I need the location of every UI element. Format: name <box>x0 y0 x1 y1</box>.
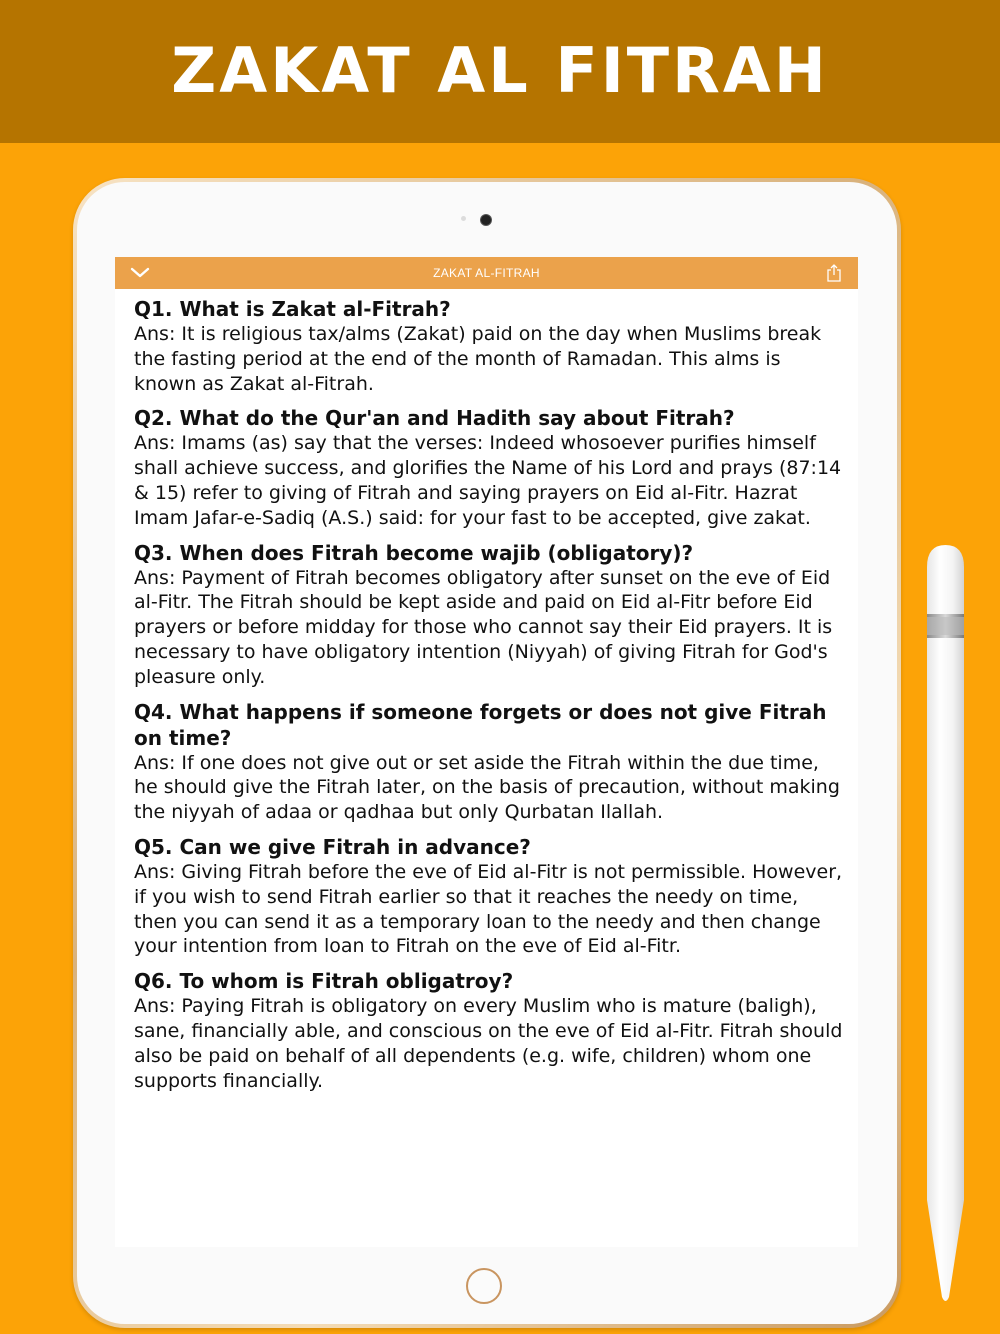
faq-answer: Ans: Paying Fitrah is obligatory on every Muslim who is mature (baligh), sane, financially able, and conscious on the eve of Eid al-Fitr. Fitrah should also be paid on behalf of all dependents (e.g. wife, children) whom one supports financially. <box>134 995 843 1092</box>
faq-item <box>134 296 846 396</box>
faq-item <box>134 699 846 825</box>
faq-answer: Ans: Giving Fitrah before the eve of Eid al-Fitr is not permissible. However, if you wish to send Fitrah earlier so that it reaches the needy on time, then you can send it as a temporary loan to the needy and then change your intention from loan to Fitrah on the eve of Eid al-Fitr. <box>134 860 843 958</box>
share-icon[interactable] <box>826 263 842 283</box>
faq-item <box>134 968 846 1093</box>
faq-content <box>134 296 846 1102</box>
faq-answer: Ans: Payment of Fitrah becomes obligatory after sunset on the eve of Eid al-Fitr. The Fitrah should be kept aside and paid on Eid al-Fitr before Eid prayers or before midday for those who cannot say their Eid prayers. It is necessary to have obligatory intention (Niyyah) of giving Fitrah for God's pleasure only. <box>134 566 833 688</box>
faq-answer: Ans: If one does not give out or set aside the Fitrah within the due time, he should give the Fitrah later, on the basis of precaution, without making the niyyah of adaa or qadhaa but only Qurbatan Ilallah. <box>134 751 840 824</box>
apple-pencil-image <box>925 545 966 1305</box>
proximity-sensor <box>461 216 466 221</box>
faq-item <box>134 834 846 959</box>
navigation-bar <box>115 257 858 289</box>
faq-question: Q1. What is Zakat al-Fitrah? <box>134 297 451 321</box>
promo-banner <box>0 0 1000 143</box>
faq-question: Q2. What do the Qur'an and Hadith say about Fitrah? <box>134 406 735 431</box>
faq-item <box>134 540 846 690</box>
faq-question: Q4. What happens if someone forgets or does not give Fitrah on time? <box>134 699 827 750</box>
nav-title: ZAKAT AL-FITRAH <box>433 266 540 280</box>
faq-answer: Ans: Imams (as) say that the verses: Indeed whosoever purifies himself shall achieve success, and glorifies the Name of his Lord and prays (87:14 & 15) refer to giving of Fitrah and saying prayers on Eid al-Fitr. Hazrat Imam Jafar-e-Sadiq (A.S.) said: for your fast to be accepted, give zakat. <box>134 432 842 529</box>
faq-question: Q5. Can we give Fitrah in advance? <box>134 834 531 859</box>
faq-answer: Ans: It is religious tax/alms (Zakat) paid on the day when Muslims break the fasting period at the end of the month of Ramadan. This alms is known as Zakat al-Fitrah. <box>134 323 822 395</box>
faq-item <box>134 405 846 530</box>
front-camera <box>481 215 491 225</box>
banner-title: ZAKAT AL FITRAH <box>171 34 829 107</box>
faq-question: Q6. To whom is Fitrah obligatroy? <box>134 969 514 994</box>
faq-question: Q3. When does Fitrah become wajib (obligatory)? <box>134 540 694 565</box>
app-screen <box>115 257 858 1247</box>
home-button[interactable] <box>466 1268 502 1304</box>
